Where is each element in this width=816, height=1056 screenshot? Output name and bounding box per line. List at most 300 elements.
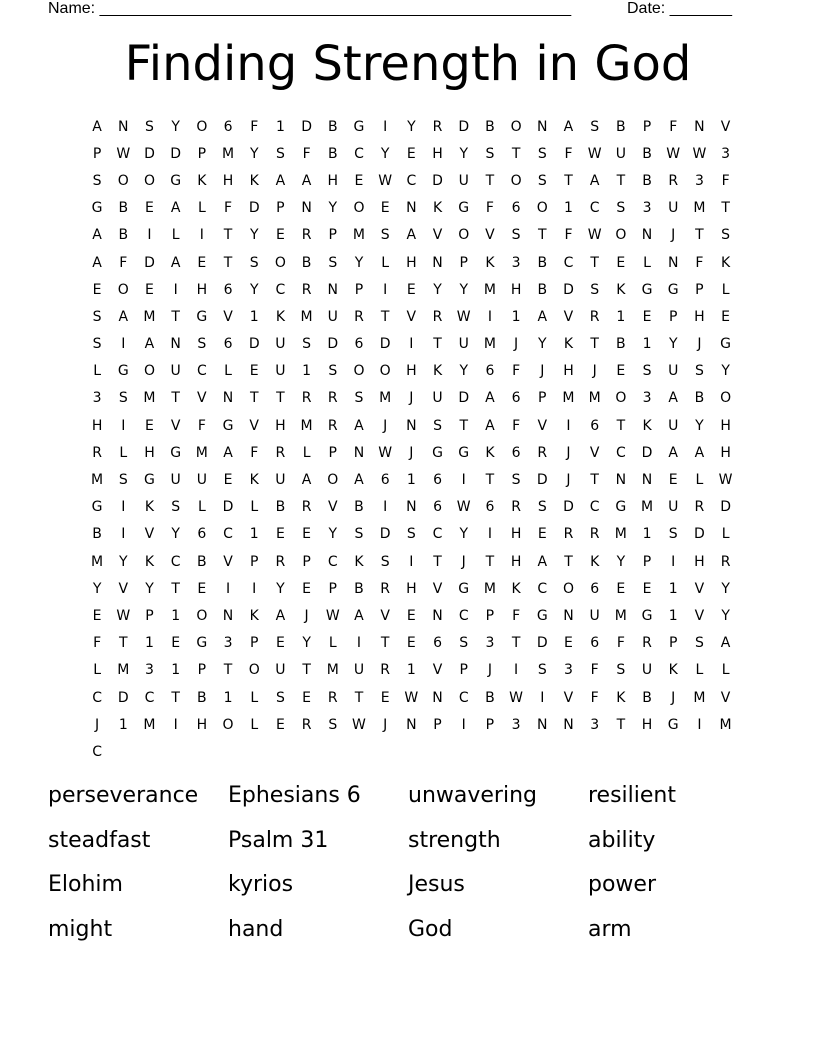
grid-letter: P: [197, 145, 207, 162]
grid-letter: H: [641, 716, 653, 733]
grid-letter: P: [249, 553, 259, 570]
grid-letter: I: [356, 635, 362, 652]
grid-letter: S: [275, 689, 285, 706]
grid-letter: N: [432, 607, 443, 624]
grid-letter: V: [589, 444, 600, 461]
grid-letter: A: [170, 200, 181, 217]
grid-letter: E: [145, 200, 154, 217]
grid-letter: R: [275, 444, 286, 461]
grid-letter: M: [614, 607, 627, 624]
grid-letter: P: [642, 553, 652, 570]
grid-letter: E: [406, 145, 416, 162]
grid-letter: G: [536, 607, 548, 624]
grid-letter: S: [118, 472, 128, 489]
grid-letter: T: [511, 145, 521, 162]
grid-letter: B: [275, 499, 286, 516]
grid-letter: H: [510, 553, 522, 570]
grid-letter: 6: [590, 417, 600, 434]
grid-letter: B: [301, 254, 312, 271]
grid-letter: V: [223, 308, 233, 325]
puzzle-title: Finding Strength in God: [124, 36, 692, 92]
grid-letter: R: [668, 172, 679, 189]
grid-letter: F: [721, 172, 730, 189]
grid-letter: S: [590, 281, 600, 298]
grid-letter: B: [118, 200, 129, 217]
grid-letter: L: [381, 254, 390, 271]
grid-letter: K: [144, 499, 155, 516]
grid-letter: T: [249, 390, 259, 407]
grid-letter: U: [641, 662, 653, 679]
grid-letter: I: [225, 580, 231, 597]
grid-letter: E: [249, 363, 259, 380]
word-list-item: hand: [228, 916, 284, 942]
grid-letter: F: [250, 118, 259, 135]
grid-letter: S: [616, 200, 626, 217]
grid-letter: 3: [511, 716, 521, 733]
grid-letter: B: [92, 526, 102, 543]
grid-letter: F: [590, 689, 599, 706]
grid-letter: G: [458, 444, 470, 461]
grid-letter: F: [119, 254, 128, 271]
grid-letter: P: [145, 607, 154, 624]
grid-letter: G: [170, 444, 182, 461]
grid-letter: Y: [721, 580, 730, 597]
grid-letter: E: [721, 308, 731, 325]
grid-letter: S: [616, 662, 626, 679]
grid-letter: E: [616, 254, 626, 271]
word-list-item: arm: [588, 916, 632, 942]
grid-letter: H: [510, 281, 522, 298]
grid-letter: A: [170, 254, 181, 271]
grid-letter: 6: [380, 472, 390, 489]
word-list-item: Ephesians 6: [228, 783, 361, 808]
grid-letter: E: [302, 689, 312, 706]
grid-letter: 1: [249, 308, 259, 325]
grid-letter: P: [668, 635, 678, 652]
grid-letter: P: [276, 200, 285, 217]
grid-letter: U: [353, 662, 365, 679]
grid-letter: V: [485, 227, 495, 244]
grid-letter: N: [222, 607, 234, 624]
grid-letter: R: [589, 526, 600, 543]
grid-letter: D: [432, 172, 443, 189]
grid-letter: B: [537, 254, 548, 271]
grid-letter: K: [432, 363, 443, 380]
grid-letter: S: [406, 526, 416, 543]
grid-letter: 6: [354, 336, 364, 353]
grid-letter: G: [170, 172, 182, 189]
grid-letter: C: [589, 200, 600, 217]
grid-letter: Y: [354, 254, 364, 271]
grid-letter: B: [197, 553, 207, 570]
grid-letter: U: [668, 499, 679, 516]
grid-letter: N: [301, 200, 312, 217]
grid-letter: O: [458, 227, 470, 244]
grid-letter: 1: [564, 200, 573, 217]
grid-letter: Y: [171, 526, 180, 543]
grid-letter: 1: [302, 363, 312, 380]
grid-letter: C: [144, 689, 155, 706]
grid-letter: N: [432, 689, 443, 706]
grid-letter: I: [173, 716, 178, 733]
grid-letter: G: [222, 417, 234, 434]
grid-letter: B: [642, 172, 652, 189]
grid-letter: N: [432, 254, 443, 271]
grid-letter: I: [199, 227, 204, 244]
grid-letter: F: [590, 662, 599, 679]
grid-letter: L: [119, 444, 128, 461]
grid-letter: N: [641, 472, 653, 489]
grid-letter: P: [642, 118, 652, 135]
grid-letter: G: [667, 716, 679, 733]
grid-letter: T: [171, 308, 180, 325]
grid-letter: G: [432, 444, 443, 461]
grid-letter: O: [143, 363, 155, 380]
grid-letter: W: [456, 308, 471, 325]
grid-letter: E: [406, 281, 416, 298]
grid-letter: 1: [171, 662, 181, 679]
grid-letter: F: [302, 145, 311, 162]
grid-letter: Y: [302, 635, 311, 652]
grid-letter: U: [275, 363, 286, 380]
grid-letter: U: [668, 363, 679, 380]
grid-letter: E: [380, 200, 390, 217]
grid-letter: Y: [328, 200, 338, 217]
grid-letter: F: [93, 635, 102, 652]
grid-letter: P: [302, 553, 311, 570]
grid-letter: V: [563, 308, 574, 325]
grid-letter: D: [379, 526, 391, 543]
grid-letter: H: [275, 417, 286, 434]
grid-letter: J: [95, 716, 100, 733]
grid-letter: H: [406, 363, 417, 380]
word-list-item: ability: [588, 827, 656, 853]
grid-letter: P: [433, 716, 442, 733]
grid-letter: Y: [276, 580, 285, 597]
grid-letter: P: [249, 635, 259, 652]
grid-letter: K: [249, 607, 259, 624]
grid-letter: L: [93, 363, 101, 380]
grid-letter: I: [697, 716, 702, 733]
grid-letter: 3: [642, 390, 652, 407]
grid-letter: L: [171, 227, 180, 244]
grid-letter: G: [196, 635, 208, 652]
grid-letter: N: [170, 336, 181, 353]
grid-letter: I: [409, 336, 414, 353]
grid-letter: E: [275, 635, 285, 652]
grid-letter: D: [144, 254, 155, 271]
grid-letter: J: [514, 336, 519, 353]
grid-letter: N: [406, 716, 417, 733]
grid-letter: L: [93, 662, 101, 679]
grid-letter: S: [92, 308, 102, 325]
grid-letter: N: [667, 254, 679, 271]
grid-letter: R: [537, 444, 548, 461]
grid-letter: O: [510, 118, 522, 135]
grid-letter: L: [302, 444, 311, 461]
grid-letter: I: [409, 553, 414, 570]
grid-letter: M: [326, 662, 339, 679]
grid-letter: P: [354, 281, 364, 298]
grid-letter: V: [249, 417, 259, 434]
grid-letter: 6: [485, 363, 495, 380]
grid-letter: B: [327, 145, 338, 162]
grid-letter: J: [383, 417, 388, 434]
grid-letter: S: [721, 227, 731, 244]
grid-letter: U: [275, 336, 286, 353]
grid-letter: 6: [511, 444, 521, 461]
grid-letter: Y: [433, 281, 442, 298]
grid-letter: M: [483, 580, 496, 597]
grid-letter: 6: [433, 499, 442, 516]
grid-letter: J: [566, 472, 571, 489]
grid-letter: U: [458, 172, 469, 189]
grid-letter: T: [564, 172, 573, 189]
grid-letter: C: [537, 580, 548, 597]
grid-letter: T: [590, 472, 599, 489]
grid-letter: Y: [668, 336, 678, 353]
grid-letter: 1: [642, 336, 652, 353]
word-list: [48, 774, 768, 952]
grid-letter: E: [564, 635, 573, 652]
grid-letter: A: [589, 172, 600, 189]
grid-letter: T: [564, 553, 573, 570]
grid-letter: A: [92, 254, 102, 271]
grid-letter: W: [378, 444, 393, 461]
grid-letter: T: [171, 689, 180, 706]
grid-letter: M: [588, 390, 601, 407]
grid-letter: V: [380, 607, 390, 624]
grid-letter: B: [694, 390, 705, 407]
grid-letter: A: [354, 472, 364, 489]
grid-letter: 1: [118, 716, 128, 733]
grid-letter: N: [615, 472, 627, 489]
grid-letter: N: [222, 390, 234, 407]
grid-letter: E: [354, 172, 364, 189]
grid-letter: T: [538, 227, 547, 244]
grid-letter: S: [459, 635, 469, 652]
grid-letter: W: [509, 689, 524, 706]
grid-letter: S: [328, 716, 338, 733]
grid-letter: R: [301, 390, 312, 407]
grid-letter: A: [485, 417, 495, 434]
grid-letter: L: [721, 526, 730, 543]
grid-letter: T: [616, 716, 626, 733]
grid-letter: N: [537, 118, 548, 135]
word-list-item: might: [48, 916, 113, 942]
grid-letter: D: [536, 635, 548, 652]
grid-letter: S: [668, 526, 678, 543]
grid-letter: Y: [695, 417, 704, 434]
grid-letter: 1: [223, 689, 233, 706]
grid-letter: M: [143, 308, 156, 325]
word-list-item: steadfast: [48, 827, 151, 853]
grid-letter: I: [121, 336, 126, 353]
grid-letter: E: [145, 281, 154, 298]
grid-letter: M: [143, 390, 156, 407]
grid-letter: S: [511, 227, 521, 244]
grid-letter: V: [432, 227, 443, 244]
grid-letter: A: [92, 118, 102, 135]
grid-letter: U: [668, 200, 679, 217]
grid-letter: A: [275, 607, 286, 624]
grid-letter: 6: [590, 580, 600, 597]
grid-letter: O: [274, 254, 286, 271]
grid-letter: R: [327, 417, 338, 434]
grid-letter: H: [406, 254, 417, 271]
grid-letter: 1: [668, 580, 678, 597]
grid-letter: D: [248, 336, 260, 353]
grid-letter: L: [250, 499, 259, 516]
grid-letter: E: [406, 607, 416, 624]
grid-letter: E: [197, 254, 207, 271]
grid-letter: Y: [459, 145, 468, 162]
grid-letter: S: [145, 118, 154, 135]
grid-letter: I: [487, 308, 492, 325]
grid-letter: V: [144, 526, 155, 543]
grid-letter: D: [144, 145, 155, 162]
grid-letter: T: [459, 417, 468, 434]
grid-letter: L: [250, 716, 259, 733]
grid-letter: T: [119, 635, 128, 652]
grid-letter: 6: [485, 499, 495, 516]
grid-letter: M: [352, 227, 366, 244]
grid-letter: K: [563, 336, 574, 353]
grid-letter: J: [383, 716, 388, 733]
grid-letter: D: [379, 336, 391, 353]
grid-letter: H: [694, 308, 705, 325]
grid-letter: U: [275, 472, 286, 489]
grid-letter: Y: [328, 526, 338, 543]
grid-letter: P: [668, 308, 678, 325]
grid-letter: M: [562, 390, 575, 407]
grid-letter: C: [170, 553, 181, 570]
grid-letter: F: [485, 200, 494, 217]
grid-letter: F: [564, 227, 573, 244]
grid-letter: J: [592, 363, 597, 380]
grid-letter: C: [432, 526, 443, 543]
grid-letter: S: [511, 472, 521, 489]
grid-letter: K: [354, 553, 364, 570]
grid-letter: W: [587, 227, 602, 244]
grid-letter: T: [485, 472, 495, 489]
grid-letter: V: [563, 689, 574, 706]
grid-letter: N: [641, 227, 653, 244]
word-list-item: perseverance: [48, 783, 199, 808]
grid-letter: P: [459, 662, 468, 679]
grid-letter: L: [197, 499, 206, 516]
grid-letter: H: [196, 716, 208, 733]
grid-letter: T: [590, 254, 599, 271]
grid-letter: T: [276, 390, 285, 407]
grid-letter: 6: [223, 281, 233, 298]
grid-letter: B: [616, 336, 626, 353]
grid-letter: N: [563, 607, 574, 624]
grid-letter: V: [197, 390, 207, 407]
grid-letter: J: [566, 444, 571, 461]
grid-letter: K: [485, 444, 495, 461]
grid-letter: M: [379, 390, 392, 407]
grid-letter: U: [615, 145, 626, 162]
grid-letter: V: [327, 499, 338, 516]
grid-letter: U: [275, 662, 286, 679]
grid-letter: P: [538, 390, 547, 407]
grid-letter: 1: [145, 635, 154, 652]
grid-letter: O: [248, 662, 260, 679]
grid-letter: E: [616, 580, 626, 597]
grid-letter: J: [487, 662, 492, 679]
word-list-item: unwavering: [408, 783, 537, 808]
grid-letter: P: [695, 281, 704, 298]
grid-letter: I: [514, 662, 519, 679]
grid-letter: S: [537, 172, 547, 189]
grid-letter: A: [301, 172, 312, 189]
grid-letter: D: [694, 526, 705, 543]
grid-letter: T: [380, 308, 390, 325]
grid-letter: I: [671, 553, 676, 570]
grid-letter: E: [197, 580, 207, 597]
grid-letter: S: [354, 390, 364, 407]
grid-letter: M: [300, 308, 313, 325]
grid-letter: A: [406, 227, 417, 244]
grid-letter: O: [615, 390, 627, 407]
grid-letter: D: [117, 689, 129, 706]
grid-letter: F: [512, 363, 521, 380]
grid-letter: C: [223, 526, 233, 543]
grid-letter: M: [614, 526, 627, 543]
grid-letter: 1: [171, 607, 181, 624]
grid-letter: I: [252, 580, 257, 597]
grid-letter: R: [432, 308, 443, 325]
grid-letter: P: [328, 444, 337, 461]
grid-letter: R: [642, 635, 652, 652]
grid-letter: 6: [590, 635, 600, 652]
grid-letter: C: [354, 145, 364, 162]
grid-letter: M: [195, 444, 208, 461]
grid-letter: P: [328, 580, 337, 597]
grid-letter: R: [275, 553, 286, 570]
grid-letter: P: [328, 227, 337, 244]
grid-letter: L: [197, 200, 206, 217]
grid-letter: N: [118, 118, 129, 135]
grid-letter: Y: [538, 336, 547, 353]
grid-letter: M: [693, 689, 706, 706]
grid-letter: M: [640, 499, 654, 516]
grid-letter: H: [196, 281, 208, 298]
grid-letter: I: [461, 472, 466, 489]
grid-letter: C: [92, 689, 102, 706]
grid-letter: R: [92, 444, 102, 461]
grid-letter: G: [196, 308, 208, 325]
grid-letter: 6: [433, 635, 442, 652]
grid-letter: L: [721, 281, 730, 298]
grid-letter: Y: [407, 118, 416, 135]
grid-letter: I: [383, 118, 388, 135]
grid-letter: 1: [511, 308, 521, 325]
grid-letter: Y: [249, 145, 259, 162]
grid-letter: W: [692, 145, 707, 162]
grid-letter: D: [458, 118, 470, 135]
grid-letter: K: [485, 254, 495, 271]
grid-letter: O: [720, 390, 732, 407]
grid-letter: T: [485, 172, 495, 189]
grid-letter: B: [354, 580, 364, 597]
grid-letter: 1: [616, 308, 626, 325]
grid-letter: L: [695, 472, 704, 489]
grid-letter: D: [641, 444, 653, 461]
grid-letter: T: [616, 417, 626, 434]
grid-letter: U: [170, 363, 181, 380]
